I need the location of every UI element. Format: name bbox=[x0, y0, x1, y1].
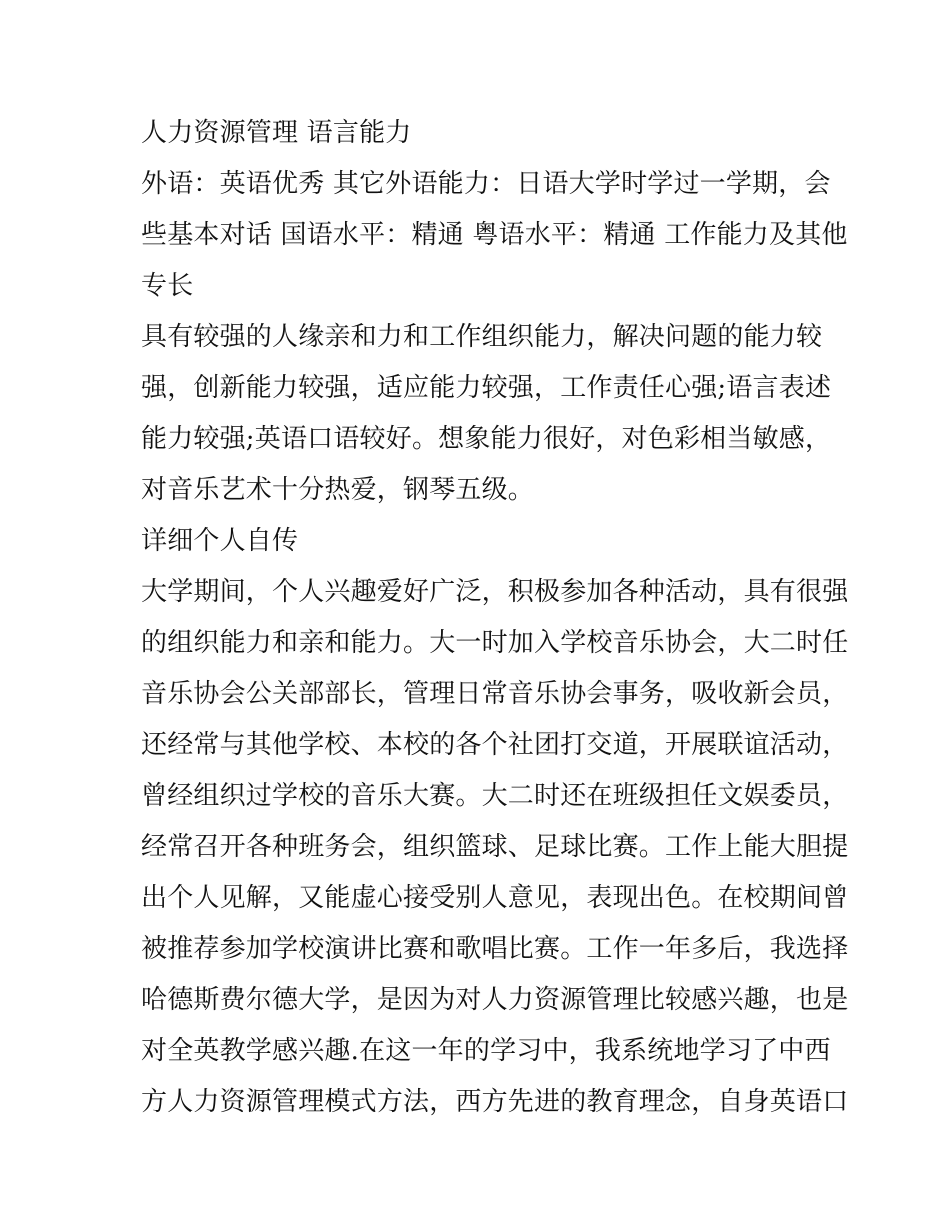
text-line: 专长 bbox=[141, 271, 194, 301]
text-line: 对全英教学感兴趣.在这一年的学习中，我系统地学习了中西 bbox=[141, 1036, 831, 1066]
text-line: 外语：英语优秀 其它外语能力：日语大学时学过一学期，会 bbox=[141, 169, 831, 199]
text-line: 能力较强;英语口语较好。想象能力很好，对色彩相当敏感， bbox=[141, 424, 832, 454]
text-line: 音乐协会公关部部长，管理日常音乐协会事务，吸收新会员， bbox=[141, 679, 849, 709]
text-line: 出个人见解，又能虚心接受别人意见，表现出色。在校期间曾 bbox=[141, 883, 849, 913]
text-line: 还经常与其他学校、本校的各个社团打交道，开展联谊活动， bbox=[141, 730, 849, 760]
text-line: 哈德斯费尔德大学，是因为对人力资源管理比较感兴趣，也是 bbox=[141, 985, 849, 1015]
text-line: 强，创新能力较强，适应能力较强，工作责任心强;语言表述 bbox=[141, 373, 832, 403]
text-line: 方人力资源管理模式方法，西方先进的教育理念，自身英语口 bbox=[141, 1087, 849, 1117]
text-line: 些基本对话 国语水平：精通 粤语水平：精通 工作能力及其他 bbox=[141, 220, 848, 250]
text-line: 具有较强的人缘亲和力和工作组织能力，解决问题的能力较 bbox=[141, 322, 823, 352]
section-heading: 详细个人自传 bbox=[141, 526, 299, 556]
text-line: 对音乐艺术十分热爱，钢琴五级。 bbox=[141, 475, 535, 505]
text-line: 人力资源管理 语言能力 bbox=[141, 118, 412, 148]
text-line: 的组织能力和亲和能力。大一时加入学校音乐协会，大二时任 bbox=[141, 628, 849, 658]
text-line: 被推荐参加学校演讲比赛和歌唱比赛。工作一年多后，我选择 bbox=[141, 934, 849, 964]
text-line: 经常召开各种班务会，组织篮球、足球比赛。工作上能大胆提 bbox=[141, 832, 849, 862]
text-line: 大学期间，个人兴趣爱好广泛，积极参加各种活动，具有很强 bbox=[141, 577, 849, 607]
document-body bbox=[141, 108, 849, 1128]
text-line: 曾经组织过学校的音乐大赛。大二时还在班级担任文娱委员， bbox=[141, 781, 849, 811]
